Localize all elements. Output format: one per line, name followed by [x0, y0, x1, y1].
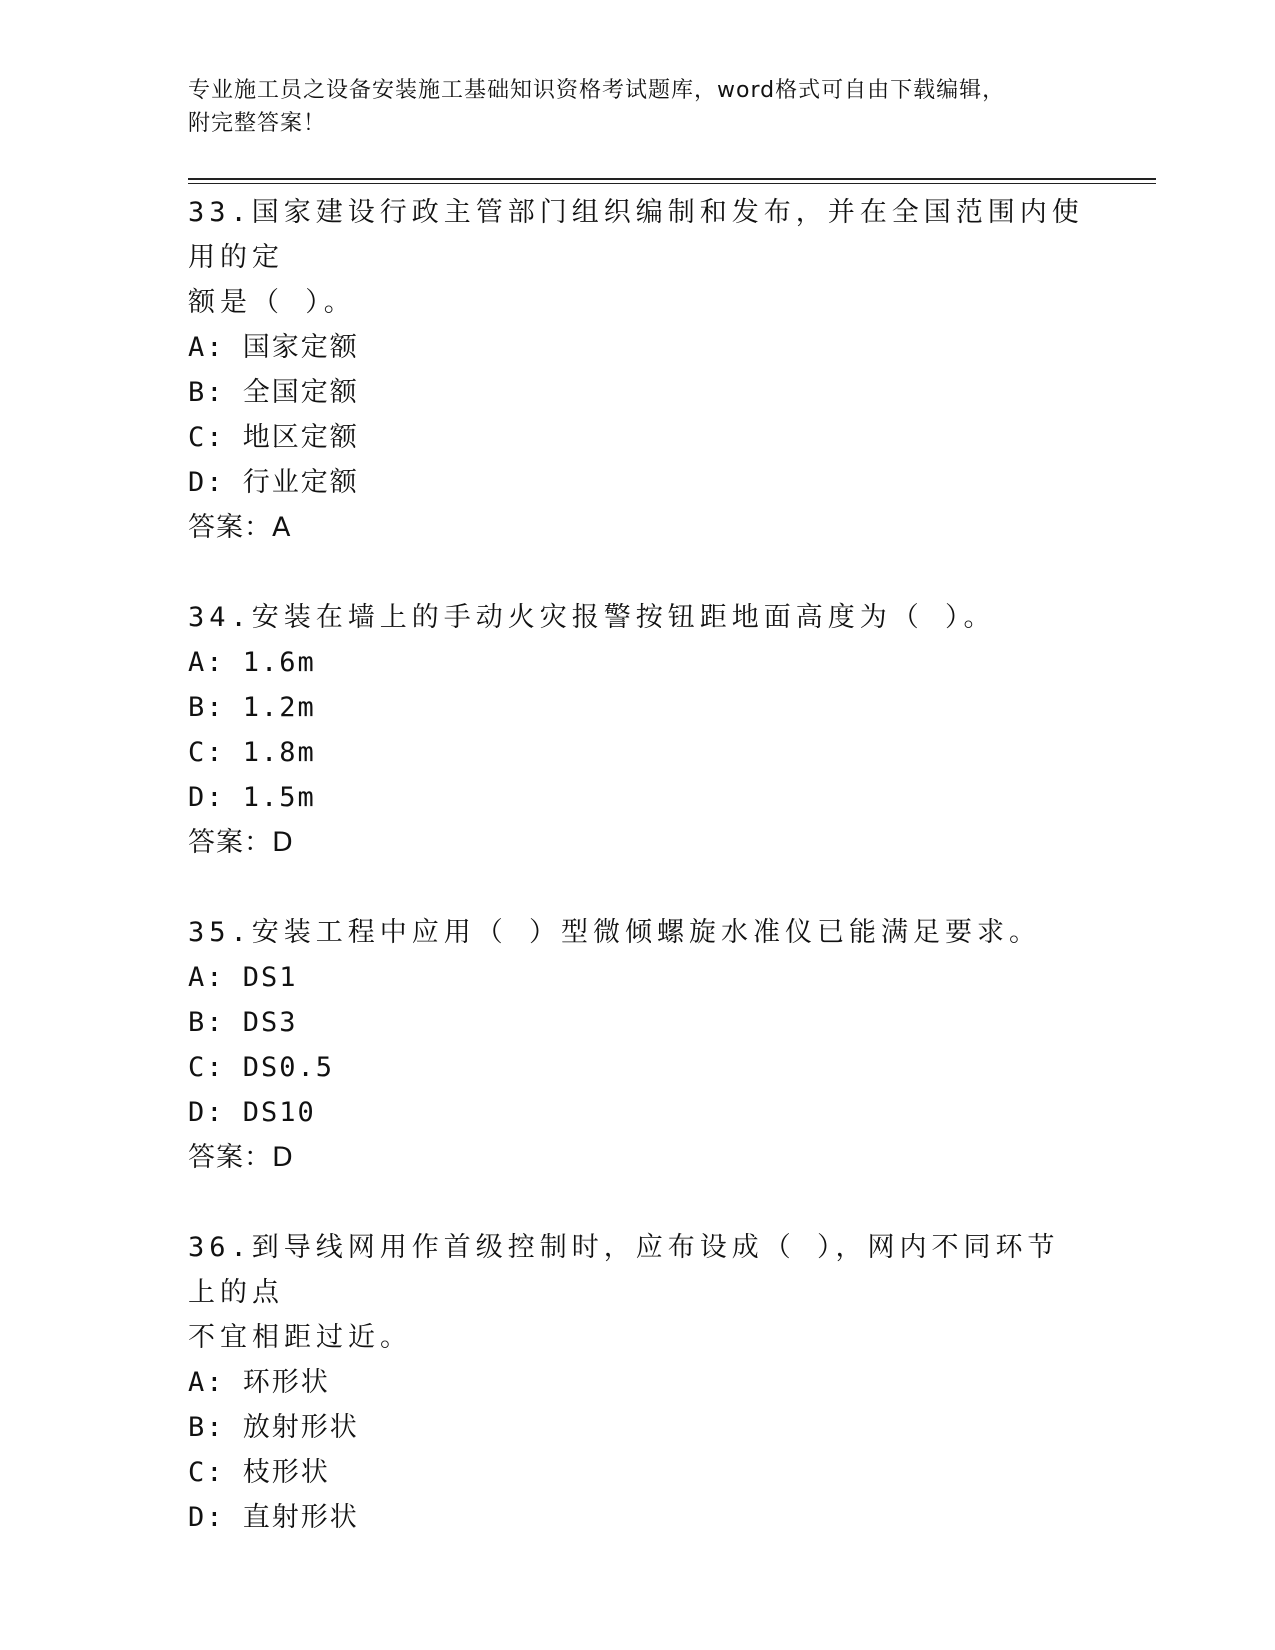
option-c: C: 1.8m: [188, 737, 316, 768]
option-b: B: DS3: [188, 1007, 298, 1038]
option-a: A: DS1: [188, 962, 298, 993]
header-divider-thin: [188, 183, 1156, 184]
question-35: [188, 910, 1088, 1180]
header-line-1: 专业施工员之设备安装施工基础知识资格考试题库，word格式可自由下载编辑，: [188, 78, 1006, 103]
header-line-2: 附完整答案！: [188, 111, 327, 136]
question-stem-continued: 不宜相距过近。: [188, 1322, 412, 1353]
question-stem: 35.安装工程中应用（ ）型微倾螺旋水准仪已能满足要求。: [188, 917, 1042, 948]
answer-line: 答案：D: [188, 1142, 294, 1173]
option-d: D: 1.5m: [188, 782, 316, 813]
option-a: A: 国家定额: [188, 332, 359, 363]
option-a: A: 1.6m: [188, 647, 316, 678]
option-c: C: DS0.5: [188, 1052, 335, 1083]
option-d: D: 直射形状: [188, 1502, 359, 1533]
answer-line: 答案：D: [188, 827, 294, 858]
header-divider-thick: [188, 178, 1156, 180]
option-d: D: DS10: [188, 1097, 316, 1128]
option-b: B: 全国定额: [188, 377, 359, 408]
option-b: B: 1.2m: [188, 692, 316, 723]
question-stem-continued: 额是（ ）。: [188, 287, 356, 318]
option-c: C: 地区定额: [188, 422, 359, 453]
question-36: [188, 1225, 1088, 1540]
question-stem: 36.到导线网用作首级控制时，应布设成（ ），网内不同环节上的点: [188, 1232, 1060, 1308]
question-33: [188, 190, 1088, 550]
question-list: [188, 190, 1088, 1585]
option-d: D: 行业定额: [188, 467, 359, 498]
option-a: A: 环形状: [188, 1367, 330, 1398]
question-stem: 33.国家建设行政主管部门组织编制和发布，并在全国范围内使用的定: [188, 197, 1084, 273]
option-b: B: 放射形状: [188, 1412, 359, 1443]
question-stem: 34.安装在墙上的手动火灾报警按钮距地面高度为（ ）。: [188, 602, 996, 633]
document-header: [188, 74, 1068, 140]
question-34: [188, 595, 1088, 865]
answer-line: 答案：A: [188, 512, 292, 543]
option-c: C: 枝形状: [188, 1457, 330, 1488]
